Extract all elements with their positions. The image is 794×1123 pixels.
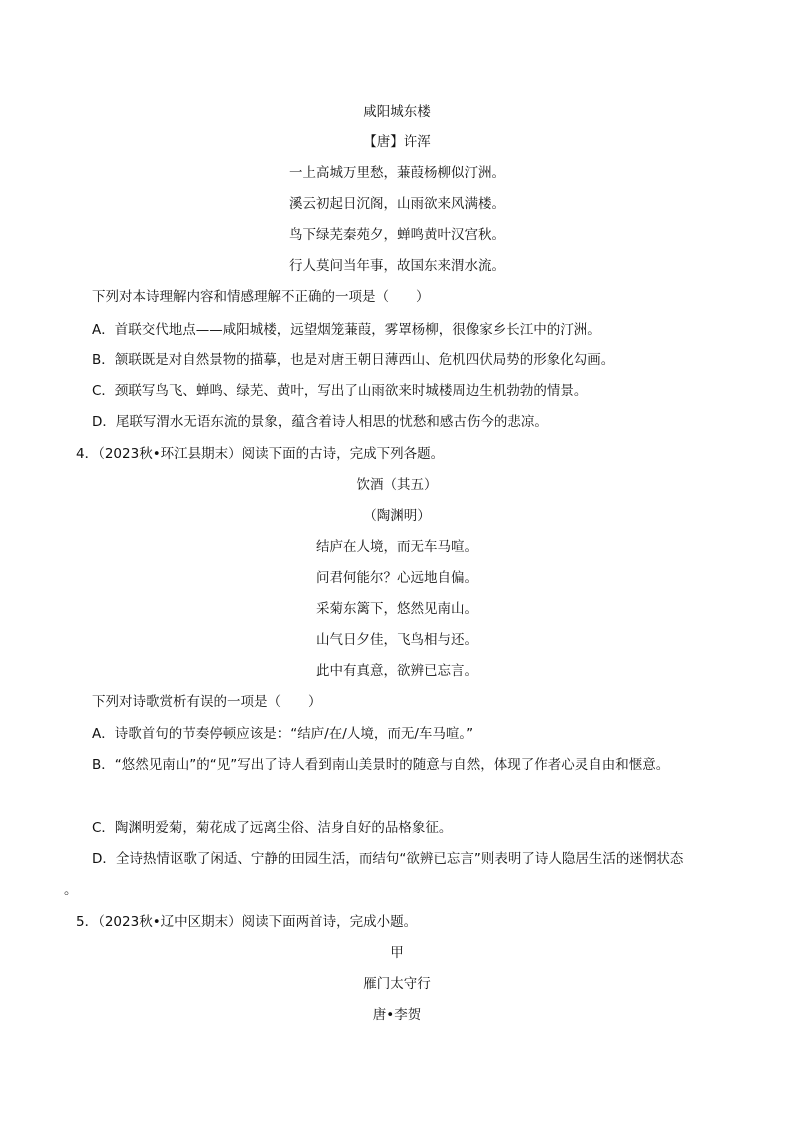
poem1-line-2: 溪云初起日沉阁，山雨欲来风满楼。 (289, 196, 505, 212)
q4-poem-line-2: 问君何能尔？心远地自偏。 (316, 570, 478, 586)
q5-stem: 5．（2023秋•辽中区期末）阅读下面两首诗，完成小题。 (76, 914, 418, 930)
poem1-option-a: A．首联交代地点——咸阳城楼，远望烟笼蒹葭，雾罩杨柳，很像家乡长江中的汀洲。 (92, 322, 601, 338)
q4-poem-line-1: 结庐在人境，而无车马喧。 (316, 539, 478, 555)
poem1-option-c: C．颈联写鸟飞、蝉鸣、绿芜、黄叶，写出了山雨欲来时城楼周边生机勃勃的情景。 (92, 383, 588, 399)
q4-option-d-continuation: 。 (64, 882, 78, 898)
q4-option-d: D．全诗热情讴歌了闲适、宁静的田园生活，而结句“欲辨已忘言”则表明了诗人隐居生活的迷惘状态 (92, 851, 684, 867)
poem1-author: 【唐】许浑 (363, 134, 431, 150)
q4-option-a: A．诗歌首句的节奏停顿应该是：“结庐/在/人境，而无/车马喧。” (92, 726, 474, 742)
q5-part-label: 甲 (390, 945, 404, 961)
poem1-line-4: 行人莫问当年事，故国东来渭水流。 (289, 258, 505, 274)
poem1-option-b: B．颔联既是对自然景物的描摹，也是对唐王朝日薄西山、危机四伏局势的形象化勾画。 (92, 352, 615, 368)
q5-poem-title: 雁门太守行 (363, 976, 431, 992)
q4-question: 下列对诗歌赏析有误的一项是（ ） (92, 694, 322, 710)
q4-poem-line-3: 采菊东篱下，悠然见南山。 (316, 601, 478, 617)
poem1-question: 下列对本诗理解内容和情感理解不正确的一项是（ ） (92, 289, 430, 305)
poem1-option-d: D．尾联写渭水无语东流的景象，蕴含着诗人相思的忧愁和感古伤今的悲凉。 (92, 414, 548, 430)
q4-stem: 4．（2023秋•环江县期末）阅读下面的古诗，完成下列各题。 (76, 446, 445, 462)
q4-poem-author: （陶渊明） (363, 508, 431, 524)
q4-option-b: B．“悠然见南山”的“见”写出了诗人看到南山美景时的随意与自然，体现了作者心灵自由和惬意。 (92, 757, 670, 773)
poem1-line-3: 鸟下绿芜秦苑夕，蝉鸣黄叶汉宫秋。 (289, 227, 505, 243)
q4-option-c: C．陶渊明爱菊，菊花成了远离尘俗、洁身自好的品格象征。 (92, 820, 453, 836)
poem1-title: 咸阳城东楼 (363, 104, 431, 120)
q4-poem-title: 饮酒（其五） (356, 477, 438, 493)
q4-poem-line-4: 山气日夕佳，飞鸟相与还。 (316, 632, 478, 648)
poem1-line-1: 一上高城万里愁，蒹葭杨柳似汀洲。 (289, 165, 505, 181)
q5-poem-author: 唐•李贺 (372, 1007, 422, 1023)
q4-poem-line-5: 此中有真意，欲辨已忘言。 (316, 663, 478, 679)
